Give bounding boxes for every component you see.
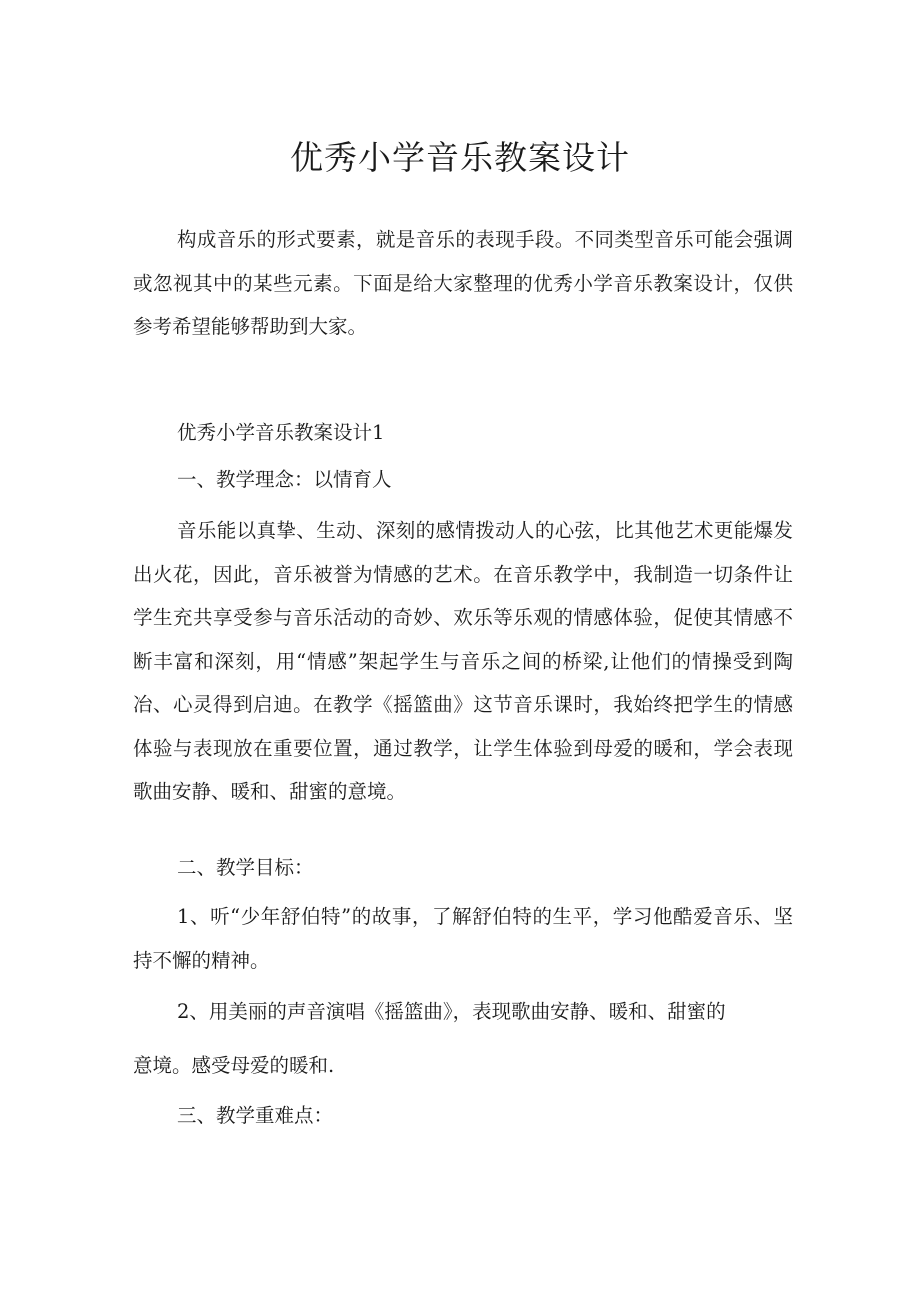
section-heading: 优秀小学音乐教案设计1	[177, 421, 385, 444]
goal-item-2-line-1: 2、用美丽的声音演唱《摇篮曲》，表现歌曲安静、暖和、甜蜜的	[177, 1000, 726, 1023]
goal-item-2-line-2: 意境。感受母爱的暖和.	[133, 1054, 335, 1077]
heading-teaching-philosophy: 一、教学理念：以情育人	[177, 468, 392, 491]
intro-paragraph: 构成音乐的形式要素，就是音乐的表现手段。不同类型音乐可能会强调或忽视其中的某些元素。下面是给大家整理的优秀小学音乐教案设计，仅供参考希望能够帮助到大家。	[133, 228, 793, 338]
heading-teaching-goals: 二、教学目标：	[177, 856, 314, 879]
document-title: 优秀小学音乐教案设计	[290, 138, 630, 177]
paragraph-teaching-philosophy: 音乐能以真挚、生动、深刻的感情拨动人的心弦，比其他艺术更能爆发出火花，因此，音乐被誉为情感的艺术。在音乐教学中，我制造一切条件让学生充共享受参与音乐活动的奇妙、欢乐等乐观的情感体验，促使其情感不断丰富和深刻，用“情感”架起学生与音乐之间的桥梁,让他们的情操受到陶冶、心灵得到启迪。在教学《摇篮曲》这节音乐课时，我始终把学生的情感体验与表现放在重要位置，通过教学，让学生体验到母爱的暖和，学会表现歌曲安静、暖和、甜蜜的意境。	[133, 519, 793, 803]
heading-key-difficulties: 三、教学重难点：	[177, 1104, 334, 1127]
goal-item-1: 1、听“少年舒伯特”的故事，了解舒伯特的生平，学习他酷爱音乐、坚持不懈的精神。	[133, 905, 793, 972]
